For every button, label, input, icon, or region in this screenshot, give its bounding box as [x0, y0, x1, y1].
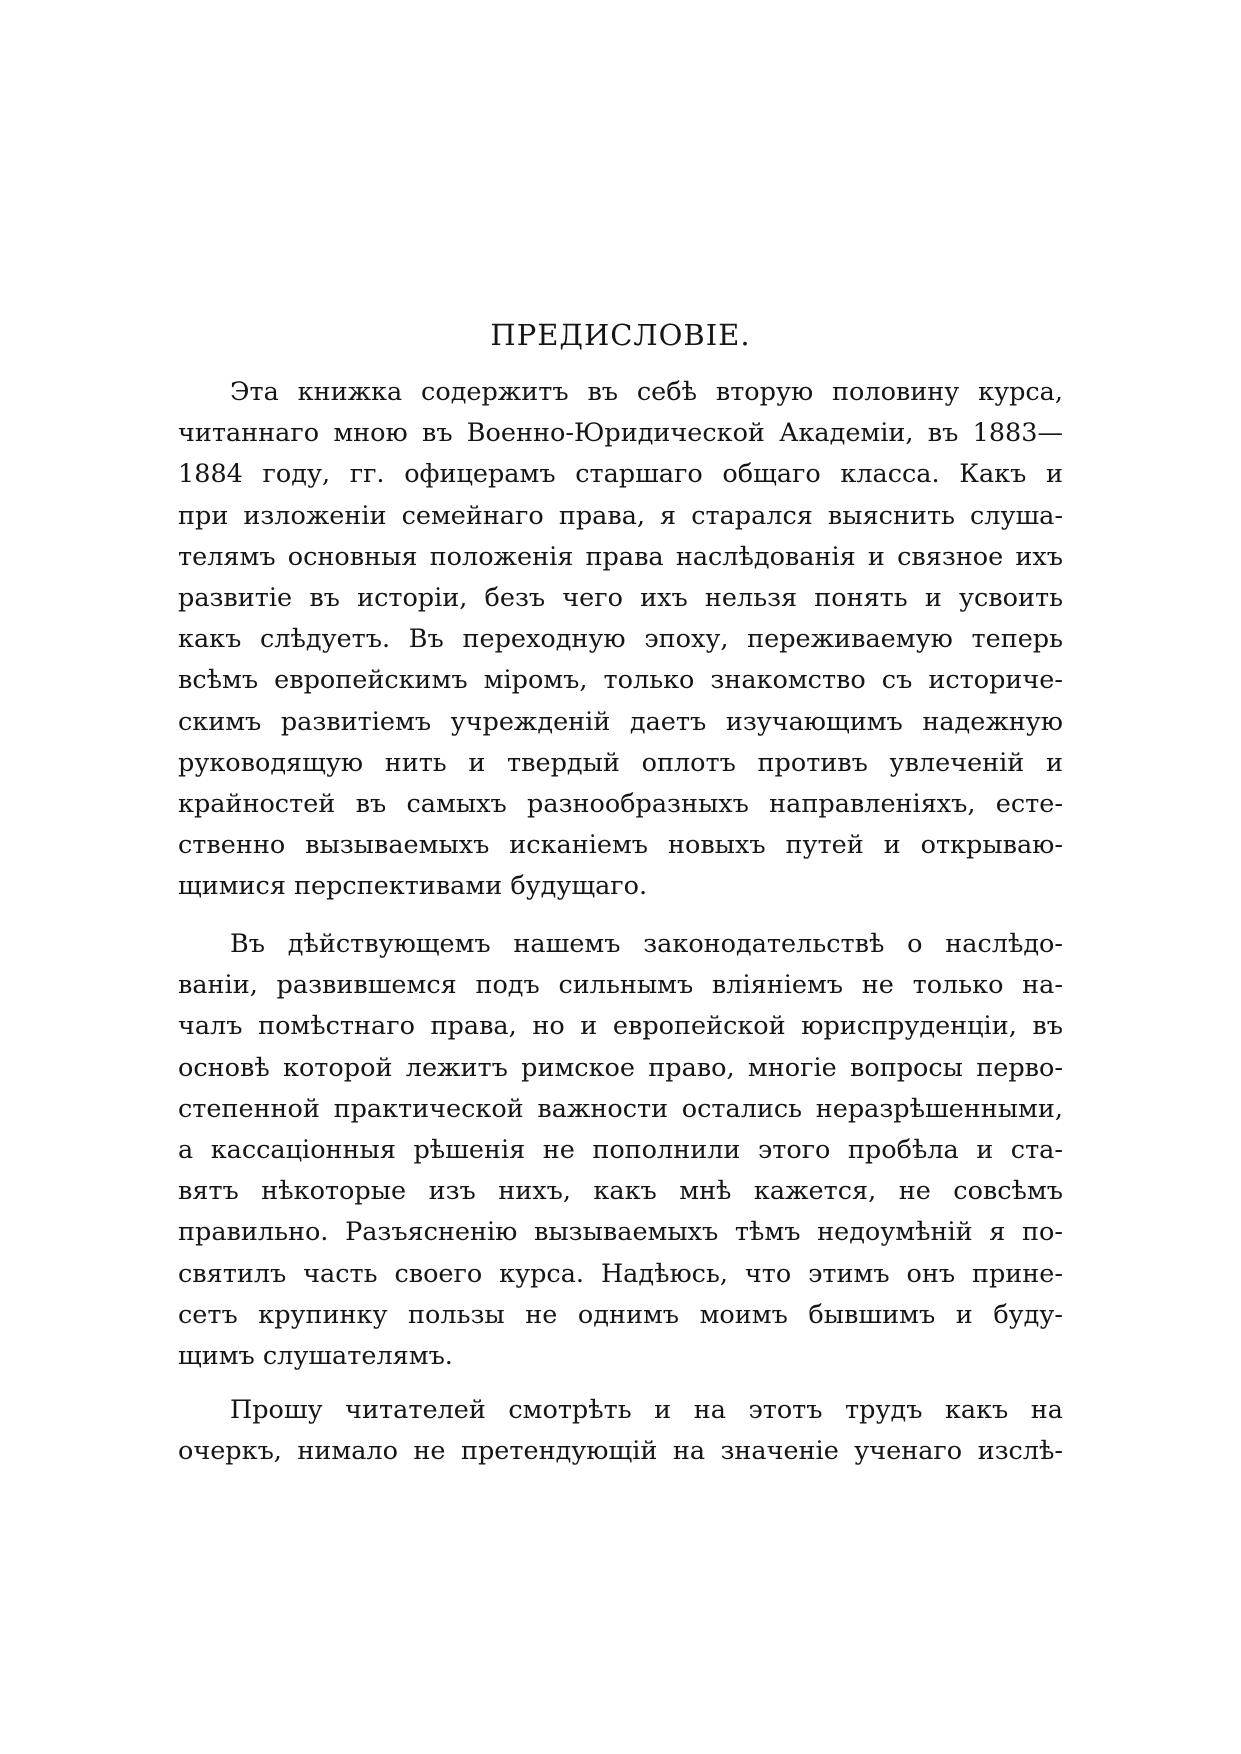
text-line: телямъ основныя положенія права наслѣдованія и связное ихъ [178, 541, 1063, 572]
text-line: какъ слѣдуетъ. Въ переходную эпоху, переживаемую теперь [178, 624, 1063, 655]
paragraph-1 [178, 372, 1063, 907]
text-line: скимъ развитіемъ учрежденій даетъ изучающимъ надежную [178, 706, 1063, 737]
text-line: основѣ которой лежитъ римское право, многіе вопросы перво- [178, 1052, 1063, 1083]
text-line: Эта книжка содержитъ въ себѣ вторую половину курса, [230, 377, 1063, 407]
text-line: ственно вызываемыхъ исканіемъ новыхъ путей и открываю- [178, 830, 1063, 861]
text-line: при изложеніи семейнаго права, я старался выяснить слуша- [178, 500, 1063, 531]
text-line: чалъ помѣстнаго права, но и европейской юриспруденціи, въ [178, 1011, 1063, 1042]
paragraph-2 [178, 924, 1063, 1377]
page-title: ПРЕДИСЛОВІЕ. [490, 318, 751, 352]
text-line: ваніи, развившемся подъ сильнымъ вліяніемъ не только на- [178, 970, 1063, 1001]
text-line: святилъ часть своего курса. Надѣюсь, что этимъ онъ прине- [178, 1258, 1063, 1289]
text-line: а кассаціонныя рѣшенія не пополнили этого пробѣла и ста- [178, 1134, 1063, 1165]
text-line: Прошу читателей смотрѣть и на этотъ трудъ какъ на [230, 1395, 1063, 1425]
text-line: степенной практической важности остались неразрѣшенными, [178, 1093, 1063, 1124]
text-line: Въ дѣйствующемъ нашемъ законодательствѣ о наслѣдо- [230, 929, 1063, 959]
text-line: щимъ слушателямъ. [178, 1340, 453, 1371]
text-line: щимися перспективами будущаго. [178, 871, 648, 902]
text-line: правильно. Разъясненію вызываемыхъ тѣмъ недоумѣній я по- [178, 1217, 1063, 1248]
text-line: очеркъ, нимало не претендующій на значеніе ученаго изслѣ- [178, 1436, 1063, 1467]
text-line: развитіе въ исторіи, безъ чего ихъ нельзя понять и усвоить [178, 582, 1063, 613]
text-line: руководящую нить и твердый оплотъ противъ увлеченій и [178, 747, 1063, 778]
text-line: всѣмъ европейскимъ міромъ, только знакомство съ историче- [178, 665, 1063, 696]
text-line: 1884 году, гг. офицерамъ старшаго общаго класса. Какъ и [178, 459, 1063, 490]
text-line: сетъ крупинку пользы не однимъ моимъ бывшимъ и буду- [178, 1299, 1063, 1330]
text-line: вятъ нѣкоторые изъ нихъ, какъ мнѣ кажется, не совсѣмъ [178, 1176, 1063, 1207]
text-line: крайностей въ самыхъ разнообразныхъ направленіяхъ, есте- [178, 788, 1063, 819]
paragraph-3 [178, 1390, 1063, 1472]
text-line: читаннаго мною въ Военно-Юридической Академіи, въ 1883— [178, 418, 1063, 449]
